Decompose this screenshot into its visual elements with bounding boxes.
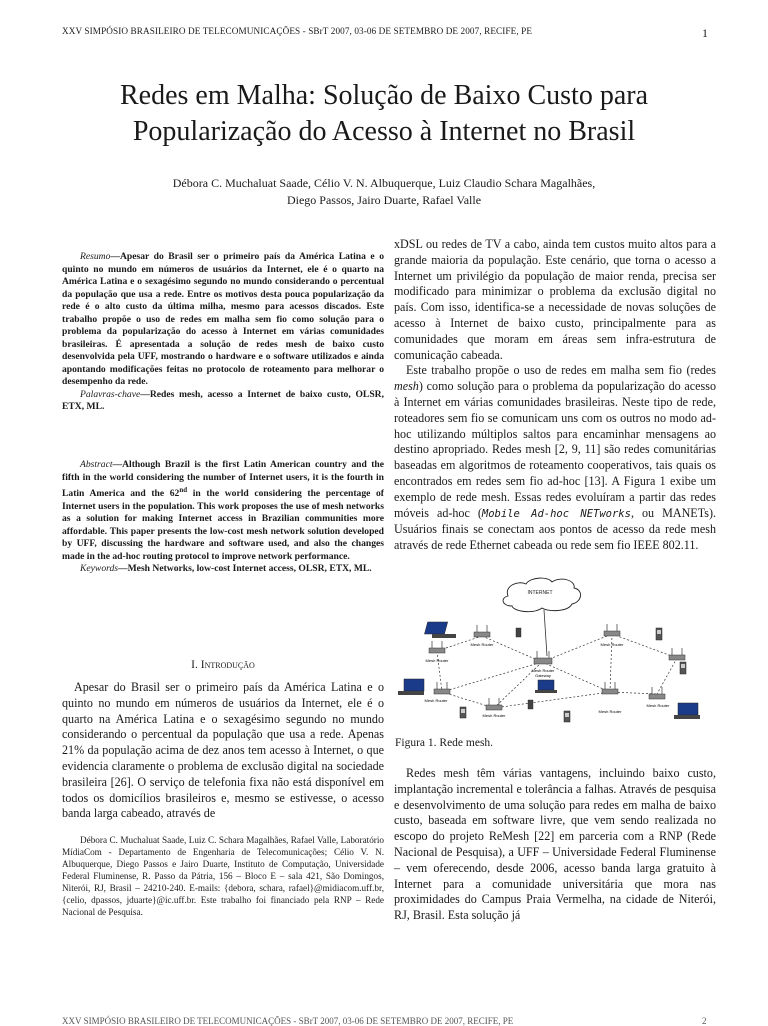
palavras-chave-paragraph	[62, 389, 384, 414]
abstract-text-2: in the world considering the percentage of Internet users in the population. This work proposes the use of mesh networks as a solution for making Internet access in Brazilian communities more affordable. This paper presents the low-cost mesh network solution developed by UFF, discussing the hardware and software used, and also the changes made in the ad-hoc routing protocol to improve network performance.	[62, 488, 384, 562]
gateway-label-2: Gateway	[535, 673, 551, 678]
authors-line-1: Débora C. Muchaluat Saade, Célio V. N. Albuquerque, Luiz Claudio Schara Magalhães,	[172, 176, 596, 190]
abstract-text-1: —Although Brazil is the first Latin American country and the fifth in the world considering the number of Internet users, it is the fourth in Latin America and the 62	[62, 459, 384, 500]
next-page-header-text: XXV SIMPÓSIO BRASILEIRO DE TELECOMUNICAÇÕES - SBrT 2007, 03-06 DE SETEMBRO DE 2007, RECIFE, PE	[62, 1016, 514, 1026]
paper-title	[40, 78, 728, 150]
computer-icon	[564, 711, 570, 722]
wireless-link	[494, 692, 610, 708]
router-label: Mesh Router	[425, 658, 449, 663]
router-icon	[474, 625, 490, 637]
wireless-link	[542, 634, 612, 662]
internet-label: INTERNET	[527, 590, 553, 596]
right-paragraph-1: xDSL ou redes de TV a cabo, ainda tem custos muito altos para a grande maioria da população. Este cenário, que torna o acesso a Internet um privilégio da população de maior renda, precisa ser modificado para minimizar o problema da exclusão digital no país. Com isso, identifica-se a necessidade de novas soluções de acesso à Internet de baixo custo, principalmente para as comunidades que moram em áreas sem infra-estrutura de comunicação cabeada.	[394, 237, 716, 362]
section-heading-introducao	[62, 659, 384, 671]
p2-manet-italic: Mobile Ad-hoc NETworks	[481, 507, 631, 520]
keywords-label: Keywords	[80, 563, 119, 575]
router-label: Mesh Router	[600, 642, 624, 647]
router-label: Mesh Router	[482, 713, 506, 718]
laptop-icon	[424, 622, 456, 638]
title-line-1: Redes em Malha: Solução de Baixo Custo para	[120, 80, 648, 111]
right-column-top	[394, 237, 716, 554]
page-number: 1	[702, 26, 708, 40]
computer-icon	[460, 707, 466, 718]
p2-text-b: ) como solução para o problema da popularização do acesso à Internet em várias comunidades brasileiras. Neste tipo de rede, roteadores sem fio se comunicam uns com os outros no modo ad-hoc utilizando múltiplos saltos para encaminhar mensagens ao destino apropriado. Redes mesh [2, 9, 11] são redes comunitárias baseadas em algoritmos de roteamento cooperativos, tais quais os encontrados em redes sem fio ad-hoc [13]. A Figura 1 exibe um exemplo de rede mesh. Essas redes evoluíram a partir das redes móveis ad-hoc (	[394, 379, 716, 520]
wireless-link	[482, 636, 542, 662]
gateway-router-icon	[534, 651, 552, 664]
abstract-block	[62, 459, 384, 576]
section-title: Introdução	[200, 659, 255, 671]
router-icon	[669, 648, 685, 660]
gateway-uplink	[544, 610, 547, 656]
p2-mesh-italic: mesh	[394, 379, 419, 394]
p2-text-c: , ou MANETs). Usuários finais se conectam aos pontos de acesso da rede mesh através de rede Ethernet cabeada ou rede sem fio IEEE 802.11.	[394, 505, 716, 553]
router-icon	[486, 698, 502, 710]
laptop-icon	[674, 703, 700, 719]
computer-icon	[680, 662, 686, 674]
p2-text-a: Este trabalho propõe o uso de redes em malha sem fio (redes	[406, 363, 716, 378]
keywords-text: —Mesh Networks, low-cost Internet access, OLSR, ETX, ML.	[118, 563, 372, 575]
mesh-network-figure	[392, 576, 714, 730]
section-numeral: I.	[191, 659, 198, 671]
resumo-label: Resumo	[80, 251, 111, 262]
keywords-paragraph	[62, 563, 384, 576]
author-list	[40, 175, 728, 209]
router-icon	[429, 641, 445, 653]
wired-links	[544, 610, 547, 656]
next-page-header	[62, 1016, 707, 1026]
router-icon	[604, 624, 620, 636]
abstract-label: Abstract	[80, 459, 113, 470]
intro-paragraph: Apesar do Brasil ser o primeiro país da América Latina e o quinto no mundo em números de usuários da Internet, ele é o quarto na América Latina e o sexagésimo segundo no mundo considerando o percentual da população que usa a rede. Apenas 21% da população acima de dez anos tem acesso à Internet, o que evidencia claramente o problema de exclusão digital na sociedade brasileira [26]. O serviço de telefonia fixa não está disponível em todos os domicílios brasileiros e, mesmo se estivesse, o acesso banda larga cabeado, através de	[62, 680, 384, 821]
figure-caption: Figura 1. Rede mesh.	[395, 737, 494, 749]
router-label: Mesh Router	[470, 642, 494, 647]
router-label: Mesh Router	[424, 698, 448, 703]
router-icon	[649, 687, 665, 699]
intro-column	[62, 680, 384, 822]
resumo-paragraph	[62, 251, 384, 389]
abstract-superscript: nd	[179, 486, 188, 494]
palavras-chave-label: Palavras-chave	[80, 388, 141, 400]
resumo-block	[62, 251, 384, 414]
running-header: XXV SIMPÓSIO BRASILEIRO DE TELECOMUNICAÇÕES - SBrT 2007, 03-06 DE SETEMBRO DE 2007, RECIFE, PE	[62, 26, 533, 36]
author-footnote: Débora C. Muchaluat Saade, Luiz C. Schara Magalhães, Rafael Valle, Laboratório MídiaCom - Departamento de Engenharia de Telecomunicações; Célio V. N. Albuquerque, Diego Passos e Jairo Duarte, Instituto de Computação, Universidade Federal Fluminense, R. Passo da Pátria, 156 – Bloco E – sala 421, São Domingos, Niterói, RJ, Brasil – 24210-240. E-mails: {debora, schara, rafael}@midiacom.uff.br, {celio, dpassos, jduarte}@ic.uff.br. Este trabalho foi financiado pela RNP – Rede Nacional de Pesquisa.	[62, 835, 384, 917]
right-paragraph-2	[394, 363, 716, 554]
right-column-bottom	[394, 766, 716, 924]
router-icon	[434, 682, 450, 694]
laptop-icon	[398, 679, 424, 695]
pda-icon	[516, 628, 521, 637]
palavras-chave-text: —Redes mesh, acesso a Internet de baixo custo, OLSR, ETX, ML.	[62, 388, 384, 412]
wireless-link	[442, 662, 542, 692]
title-line-2: Popularização do Acesso à Internet no Brasil	[132, 116, 636, 147]
wireless-link	[657, 658, 677, 694]
right-paragraph-3: Redes mesh têm várias vantagens, incluindo baixo custo, implantação incremental e tolerância a falhas. Através de pesquisa e desenvolvimento de uma solução para redes em malha de baixo custo, baseada em software livre, que vem sendo realizada no escopo do projeto ReMesh [22] em parceria com a RNP (Rede Nacional de Pesquisa), a UFF – Universidade Federal Fluminense – vem oferecendo, desde 2006, acesso banda larga gratuito à Internet para a comunidade universitária que mora nas proximidades do Campus Praia Vermelha, na cidade de Niterói, RJ, Brasil. Esta solução já	[394, 766, 716, 923]
laptop-icon	[535, 680, 557, 693]
abstract-paragraph	[62, 459, 384, 563]
next-page-number: 2	[702, 1016, 707, 1026]
computer-icon	[656, 628, 662, 640]
router-label: Mesh Router	[646, 703, 670, 708]
router-label: Mesh Router	[598, 709, 622, 714]
resumo-text: —Apesar do Brasil ser o primeiro país da América Latina e o quinto no mundo em números de usuários da Internet, ele é o quarto na América Latina e o sexagésimo segundo no mundo considerando o percentual da população que usa a rede. Entre os motivos desta pouca popularização da rede é o alto custo da última milha, mesmo para acessos discados. Este trabalho propõe o uso de redes em malha sem fio como solução para o problema da popularização do acesso à Internet em várias comunidades brasileiras. É apresentada a solução de redes mesh de baixo custo desenvolvida pela UFF, mostrando o hardware e o software utilizados e ainda apontando modificações feitas no protocolo de roteamento para melhorar o desempenho da rede.	[62, 251, 384, 387]
authors-line-2: Diego Passos, Jairo Duarte, Rafael Valle	[286, 193, 482, 207]
gateway-label: Mesh Router	[531, 668, 555, 673]
pda-icon	[528, 700, 533, 709]
